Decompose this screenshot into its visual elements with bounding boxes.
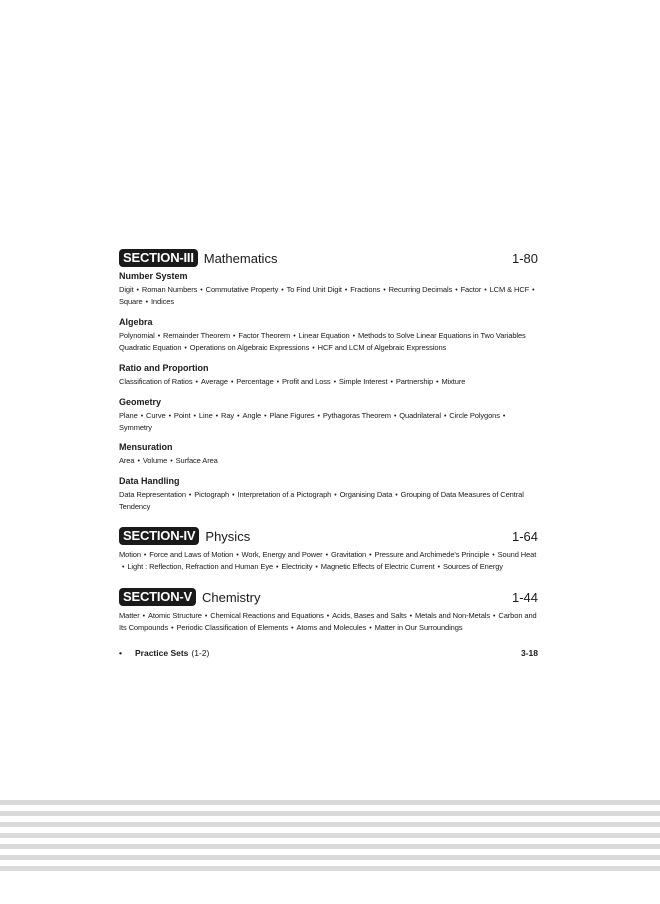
topic-item: Periodic Classification of Elements <box>176 623 289 632</box>
separator-bullet-icon: • <box>200 287 203 294</box>
topic-item: Angle <box>242 411 262 420</box>
section-title: Mathematics <box>203 250 278 266</box>
section-pages: 1-80 <box>511 250 538 266</box>
topic-item: Work, Energy and Power <box>241 550 323 559</box>
topic-item: Organising Data <box>339 490 393 499</box>
section-header[interactable] <box>119 526 538 546</box>
section-block <box>119 248 538 512</box>
separator-bullet-icon: • <box>236 552 239 559</box>
separator-bullet-icon: • <box>352 333 355 340</box>
separator-bullet-icon: • <box>137 458 140 465</box>
separator-bullet-icon: • <box>276 379 280 386</box>
separator-bullet-icon: • <box>326 613 330 620</box>
topic-item: Square <box>119 297 143 306</box>
separator-bullet-icon: • <box>145 299 148 306</box>
topic-item: Sources of Energy <box>442 562 503 571</box>
stripe-divider <box>0 800 660 805</box>
topic-item: Ray <box>221 411 235 420</box>
topic-item: HCF and LCM of Algebraic Expressions <box>317 343 447 352</box>
separator-bullet-icon: • <box>195 379 198 386</box>
topic-item: Motion <box>119 550 141 559</box>
separator-bullet-icon: • <box>170 458 173 465</box>
practice-sets-label: Practice Sets <box>135 648 189 658</box>
separator-bullet-icon: • <box>171 625 174 632</box>
topic-item: Quadrilateral <box>399 411 441 420</box>
separator-bullet-icon: • <box>232 492 235 499</box>
topic-item: Pressure and Archimede's Principle <box>374 550 490 559</box>
topic-item: Digit <box>119 285 134 294</box>
practice-sets-range: (1-2) <box>191 648 210 658</box>
separator-bullet-icon: • <box>502 413 506 420</box>
topic-item: Data Representation <box>119 490 186 499</box>
separator-bullet-icon: • <box>233 333 236 340</box>
topic-item: Area <box>119 456 135 465</box>
bullet-icon: • <box>119 648 122 658</box>
topic-item: Remainder Theorem <box>163 331 230 340</box>
practice-sets-pages: 3-18 <box>520 648 538 658</box>
topic-item: Matter <box>119 611 140 620</box>
topic-list <box>119 410 538 433</box>
table-of-contents <box>119 248 538 658</box>
topic-item: Gravitation <box>330 550 367 559</box>
section-header[interactable] <box>119 587 538 607</box>
topic-item: Linear Equation <box>298 331 350 340</box>
topic-item: Factor <box>460 285 482 294</box>
stripe-divider <box>0 855 660 860</box>
topic-item: Curve <box>146 411 166 420</box>
topic-item: Commutative Property <box>205 285 279 294</box>
subsection-title[interactable]: Mensuration <box>119 442 173 452</box>
separator-bullet-icon: • <box>437 564 440 571</box>
subsection-title[interactable]: Geometry <box>119 397 162 407</box>
topic-item: Grouping of Data Measures of Central Tendency <box>119 490 524 511</box>
separator-bullet-icon: • <box>383 287 386 294</box>
topic-item: Profit and Loss <box>282 377 331 386</box>
topic-item: Circle Polygons <box>449 411 500 420</box>
topic-item: Indices <box>150 297 175 306</box>
topic-item: Interpretation of a Pictograph <box>237 490 332 499</box>
separator-bullet-icon: • <box>140 413 144 420</box>
separator-bullet-icon: • <box>492 552 495 559</box>
topic-item: Pictograph <box>194 490 230 499</box>
separator-bullet-icon: • <box>395 492 398 499</box>
stripe-divider <box>0 866 660 871</box>
separator-bullet-icon: • <box>455 287 458 294</box>
topic-item: Sound Heat <box>497 550 537 559</box>
topic-item: Volume <box>142 456 168 465</box>
separator-bullet-icon: • <box>264 413 267 420</box>
topic-item: Carbon and Its Compounds <box>119 611 537 632</box>
topic-item: Partnership <box>395 377 434 386</box>
topic-item: Roman Numbers <box>141 285 198 294</box>
topic-item: Atomic Structure <box>148 611 202 620</box>
separator-bullet-icon: • <box>276 564 279 571</box>
separator-bullet-icon: • <box>317 413 320 420</box>
separator-bullet-icon: • <box>390 379 393 386</box>
separator-bullet-icon: • <box>143 552 147 559</box>
topic-item: Mixture <box>441 377 466 386</box>
topic-list <box>119 610 538 634</box>
section-title: Physics <box>205 528 251 544</box>
separator-bullet-icon: • <box>484 287 487 294</box>
topic-item: Average <box>200 377 228 386</box>
topic-item: Recurring Decimals <box>388 285 453 294</box>
topic-item: Percentage <box>236 377 274 386</box>
separator-bullet-icon: • <box>369 552 372 559</box>
separator-bullet-icon: • <box>493 613 496 620</box>
topic-item: Fractions <box>350 285 381 294</box>
topic-item: Electricity <box>281 562 313 571</box>
sections-list <box>119 248 538 634</box>
separator-bullet-icon: • <box>344 287 348 294</box>
separator-bullet-icon: • <box>122 564 125 571</box>
topic-item: Operations on Algebraic Expressions <box>189 343 310 352</box>
section-title: Chemistry <box>201 589 261 605</box>
separator-bullet-icon: • <box>136 287 139 294</box>
separator-bullet-icon: • <box>312 345 315 352</box>
separator-bullet-icon: • <box>325 552 328 559</box>
stripe-divider <box>0 811 660 816</box>
topic-item: Factor Theorem <box>238 331 291 340</box>
topic-item: Metals and Non-Metals <box>415 611 491 620</box>
section-pages: 1-44 <box>511 589 538 605</box>
topic-item: Plane Figures <box>269 411 315 420</box>
separator-bullet-icon: • <box>237 413 240 420</box>
separator-bullet-icon: • <box>157 333 161 340</box>
topic-item: Simple Interest <box>338 377 388 386</box>
section-block <box>119 587 538 634</box>
topic-list <box>119 376 538 388</box>
separator-bullet-icon: • <box>315 564 318 571</box>
topic-list <box>119 330 538 354</box>
topic-item: Polynomial <box>119 331 155 340</box>
subsection-title[interactable]: Number System <box>119 271 188 281</box>
separator-bullet-icon: • <box>409 613 412 620</box>
section-pages: 1-64 <box>511 528 538 544</box>
separator-bullet-icon: • <box>193 413 196 420</box>
separator-bullet-icon: • <box>204 613 208 620</box>
topic-item: Light : Reflection, Refraction and Human Eye <box>127 562 274 571</box>
topic-item: Matter in Our Surroundings <box>374 623 463 632</box>
topic-item: Acids, Bases and Salts <box>332 611 407 620</box>
separator-bullet-icon: • <box>393 413 397 420</box>
separator-bullet-icon: • <box>188 492 192 499</box>
separator-bullet-icon: • <box>281 287 284 294</box>
topic-item: Symmetry <box>119 423 152 432</box>
topic-list <box>119 489 538 512</box>
section-badge: SECTION-V <box>119 588 196 606</box>
separator-bullet-icon: • <box>532 287 535 294</box>
topic-item: Chemical Reactions and Equations <box>210 611 324 620</box>
separator-bullet-icon: • <box>443 413 447 420</box>
subsection-title[interactable]: Ratio and Proportion <box>119 363 209 373</box>
separator-bullet-icon: • <box>168 413 171 420</box>
section-badge: SECTION-III <box>119 249 198 267</box>
separator-bullet-icon: • <box>293 333 296 340</box>
topic-item: Line <box>198 411 213 420</box>
subsection-title[interactable]: Algebra <box>119 317 153 327</box>
topic-item: Magnetic Effects of Electric Current <box>320 562 435 571</box>
separator-bullet-icon: • <box>334 492 337 499</box>
topic-item: Force and Laws of Motion <box>149 550 234 559</box>
topic-item: Plane <box>119 411 138 420</box>
section-header[interactable] <box>119 248 538 268</box>
topic-item: Surface Area <box>175 456 218 465</box>
topic-list <box>119 549 538 573</box>
topic-item: LCM & HCF <box>489 285 530 294</box>
stripe-divider <box>0 844 660 849</box>
separator-bullet-icon: • <box>369 625 372 632</box>
stripe-divider <box>0 822 660 827</box>
separator-bullet-icon: • <box>436 379 439 386</box>
section-block <box>119 526 538 573</box>
topic-item: To Find Unit Digit <box>286 285 342 294</box>
topic-list <box>119 284 538 308</box>
topic-item: Pythagoras Theorem <box>322 411 391 420</box>
topic-item: Atoms and Molecules <box>296 623 367 632</box>
subsection-title[interactable]: Data Handling <box>119 476 180 486</box>
separator-bullet-icon: • <box>215 413 219 420</box>
page-bottom-stripes <box>0 800 660 880</box>
separator-bullet-icon: • <box>333 379 336 386</box>
separator-bullet-icon: • <box>184 345 187 352</box>
practice-sets-entry[interactable] <box>119 648 538 658</box>
topic-item: Point <box>173 411 191 420</box>
stripe-divider <box>0 833 660 838</box>
section-badge: SECTION-IV <box>119 527 199 545</box>
separator-bullet-icon: • <box>291 625 294 632</box>
topic-item: Methods to Solve Linear Equations in Two Variables Quadratic Equation <box>119 331 526 352</box>
topic-item: Classification of Ratios <box>119 377 193 386</box>
separator-bullet-icon: • <box>142 613 146 620</box>
separator-bullet-icon: • <box>230 379 234 386</box>
topic-list <box>119 455 538 467</box>
